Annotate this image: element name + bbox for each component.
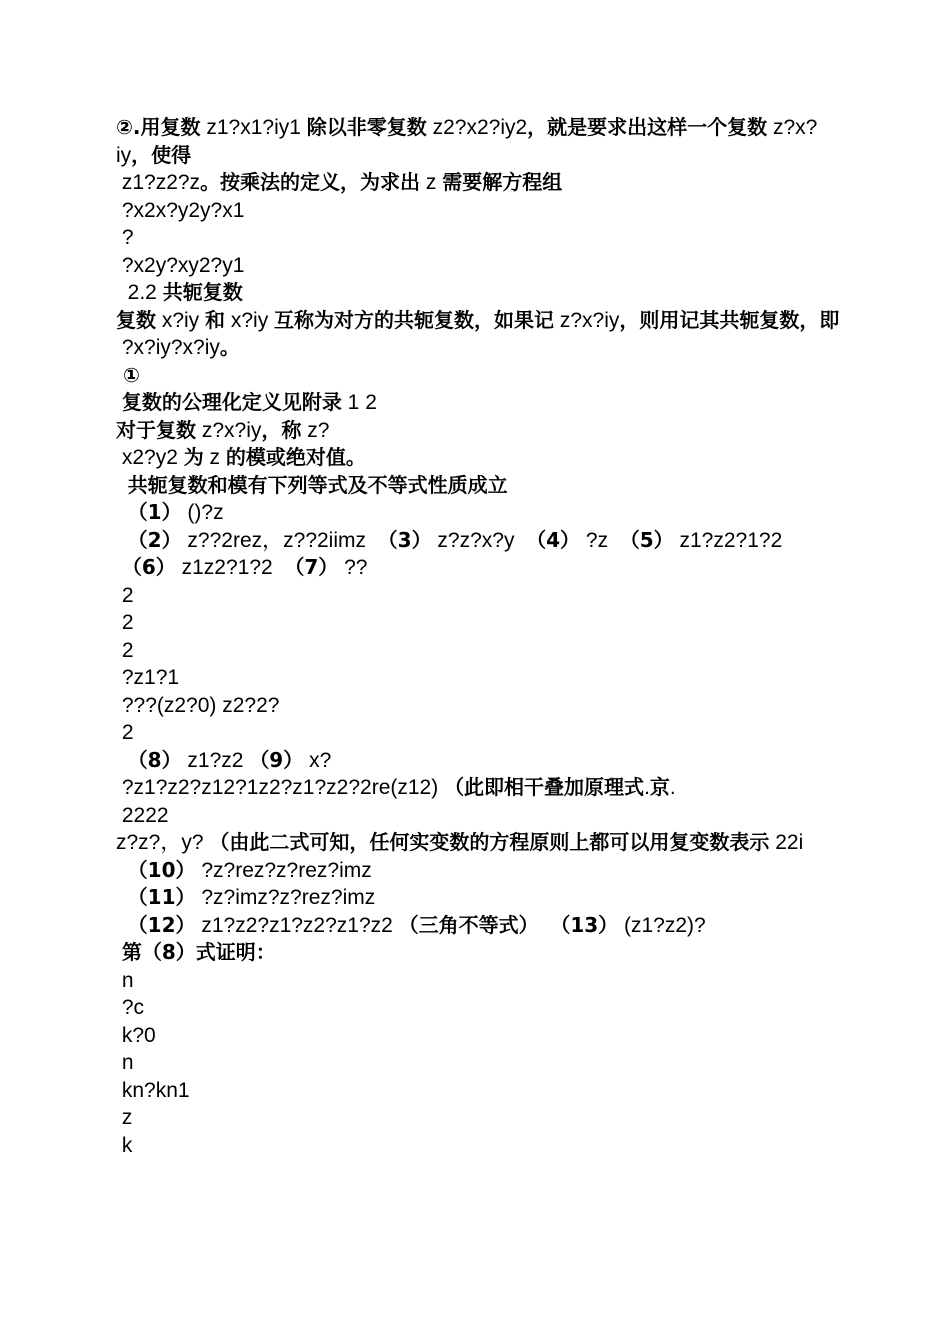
bold-text-run: 需要解方程组 — [442, 170, 563, 194]
text-line — [116, 857, 846, 885]
text-line — [116, 334, 846, 362]
text-run: z1?z2?z1?z2?z1?z2 — [195, 913, 399, 937]
bold-text-run: ，则用记其共轭复数，即 — [619, 307, 840, 332]
text-run: x?iy — [225, 308, 275, 332]
text-run: z?x?iy — [116, 116, 818, 167]
text-line — [116, 554, 846, 582]
text-run: ?z?imz?z?rez?imz — [195, 886, 376, 909]
text-run: (z1?z2)? — [618, 913, 706, 937]
text-run: ?z?rez?z?rez?imz — [195, 858, 372, 882]
text-line — [116, 692, 846, 720]
text-run — [116, 529, 128, 552]
bold-text-run: ① — [116, 362, 140, 387]
text-run: ?x2x?y2y?x1 — [116, 198, 245, 222]
text-run — [116, 749, 128, 772]
text-run — [116, 914, 128, 937]
text-line — [116, 609, 846, 637]
bold-text-run: 和 — [205, 307, 226, 332]
text-run: z2?x2?iy2 — [426, 116, 528, 139]
text-run — [116, 474, 128, 497]
text-run: 2222 — [116, 803, 169, 827]
bold-text-run: （3） — [377, 527, 432, 552]
text-line — [116, 994, 846, 1022]
bold-text-run: （12） — [127, 912, 196, 937]
text-run: ?? — [338, 556, 368, 579]
text-run: z??2rez，z??2iimz — [181, 528, 378, 552]
text-run — [116, 501, 128, 524]
text-run: n — [116, 1051, 134, 1074]
text-run: ?z1?1 — [116, 666, 180, 689]
text-run: 2 — [116, 611, 134, 634]
text-run: ?c — [116, 996, 145, 1019]
text-line — [116, 582, 846, 610]
text-line — [116, 967, 846, 995]
text-line — [116, 169, 846, 197]
text-run: 2.2 — [116, 281, 163, 304]
text-run: z1?z2?z — [116, 171, 201, 194]
bold-text-run: （8） — [127, 747, 182, 772]
text-run: z — [420, 171, 443, 194]
bold-text-run: （10） — [127, 857, 196, 882]
document-body — [116, 114, 846, 1159]
text-line — [116, 499, 846, 527]
text-run: 2 — [116, 721, 134, 744]
text-run: ()?z — [181, 501, 224, 524]
bold-text-run: （6） — [121, 555, 176, 579]
bold-text-run: （由此二式可知，任何实变数的方程原则上都可以用复变数表示 — [209, 830, 770, 854]
text-run: 2 — [116, 638, 134, 662]
text-run: 1 2 — [341, 391, 377, 414]
text-line — [116, 912, 846, 940]
text-run: ?x2y?xy2?y1 — [116, 253, 245, 277]
text-line — [116, 774, 846, 802]
text-line — [116, 389, 846, 417]
bold-text-run: 。按乘法的定义，为求出 — [200, 170, 421, 194]
text-run: ? — [116, 226, 134, 249]
bold-text-run: 京 — [649, 775, 670, 799]
text-line — [116, 1104, 846, 1132]
bold-text-run: 共轭复数和模有下列等式及不等式性质成立 — [127, 472, 508, 497]
text-line — [116, 417, 846, 445]
text-line — [116, 307, 846, 335]
text-run: x2?y2 — [116, 446, 184, 469]
text-run: x?iy — [156, 308, 206, 332]
bold-text-run: 除以非零复数 — [306, 115, 427, 139]
text-line — [116, 224, 846, 252]
text-run — [116, 859, 128, 882]
text-line — [116, 1049, 846, 1077]
bold-text-run: 对于复数 — [116, 417, 196, 442]
text-run: z1?x1?iy1 — [200, 116, 307, 139]
text-line — [116, 527, 846, 555]
bold-text-run: （9） — [249, 747, 304, 772]
text-run: z — [203, 446, 226, 469]
bold-text-run: 的模或绝对值。 — [225, 445, 366, 469]
text-run: ?z — [580, 528, 620, 552]
text-line — [116, 802, 846, 830]
text-run: . — [669, 776, 676, 799]
text-run: z — [116, 1106, 133, 1129]
bold-text-run: 互称为对方的共轭复数，如果记 — [274, 307, 555, 332]
text-line — [116, 719, 846, 747]
text-run: z1z2?1?2 — [175, 556, 285, 579]
text-line — [116, 472, 846, 500]
text-run: ???(z2?0) z2?2? — [116, 693, 280, 717]
text-run: 2 — [116, 583, 134, 607]
text-run: 22i — [769, 831, 804, 854]
text-line — [116, 884, 846, 912]
text-line — [116, 1022, 846, 1050]
text-run: z1?z2?1?2 — [673, 528, 783, 552]
bold-text-run: 复数的公理化定义见附录 — [121, 390, 342, 414]
bold-text-run: ②.用复数 — [116, 115, 201, 139]
bold-text-run: （5） — [619, 527, 674, 552]
text-run: z?x?iy — [196, 418, 262, 442]
text-line — [116, 1132, 846, 1160]
text-line — [116, 747, 846, 775]
text-run: z?z?x?y — [431, 528, 527, 552]
bold-text-run: （13） — [550, 912, 619, 937]
bold-text-run: ，就是要求出这样一个复数 — [527, 115, 768, 139]
text-line — [116, 939, 846, 967]
text-run: z? — [301, 418, 330, 442]
text-run: ?z1?z2?z12?1z2?z1?z2?2re(z12) — [116, 776, 445, 799]
text-line — [116, 252, 846, 280]
text-run: k?0 — [116, 1023, 156, 1047]
text-line — [116, 114, 846, 169]
text-run: kn?kn1 — [116, 1078, 190, 1102]
text-run — [539, 914, 551, 937]
text-line — [116, 637, 846, 665]
text-line — [116, 362, 846, 390]
text-run: z?z?，y? — [116, 831, 210, 854]
bold-text-run: ，称 — [261, 417, 302, 442]
text-run: z1?z2 — [181, 748, 250, 772]
bold-text-run: 为 — [183, 445, 204, 469]
bold-text-run: 。 — [219, 335, 240, 359]
bold-text-run: （11） — [127, 885, 196, 909]
text-line — [116, 1077, 846, 1105]
text-line — [116, 444, 846, 472]
bold-text-run: 第（8）式证明： — [121, 940, 276, 964]
text-line — [116, 279, 846, 307]
text-run: z?x?iy — [554, 308, 620, 332]
bold-text-run: ，使得 — [131, 142, 192, 167]
bold-text-run: （7） — [284, 555, 339, 579]
bold-text-run: （1） — [127, 500, 182, 524]
bold-text-run: （三角不等式） — [398, 912, 539, 937]
text-run: ?x?iy?x?iy — [116, 336, 220, 359]
text-run: n — [116, 968, 134, 992]
text-run: . — [644, 776, 650, 799]
bold-text-run: （此即相干叠加原理式 — [444, 775, 645, 799]
bold-text-run: 共轭复数 — [162, 280, 243, 304]
bold-text-run: （4） — [526, 527, 581, 552]
text-line — [116, 664, 846, 692]
text-run: k — [116, 1133, 133, 1157]
text-run — [116, 886, 128, 909]
text-line — [116, 829, 846, 857]
bold-text-run: （2） — [127, 527, 182, 552]
bold-text-run: 复数 — [116, 307, 156, 332]
text-run: x? — [303, 748, 332, 772]
text-line — [116, 197, 846, 225]
